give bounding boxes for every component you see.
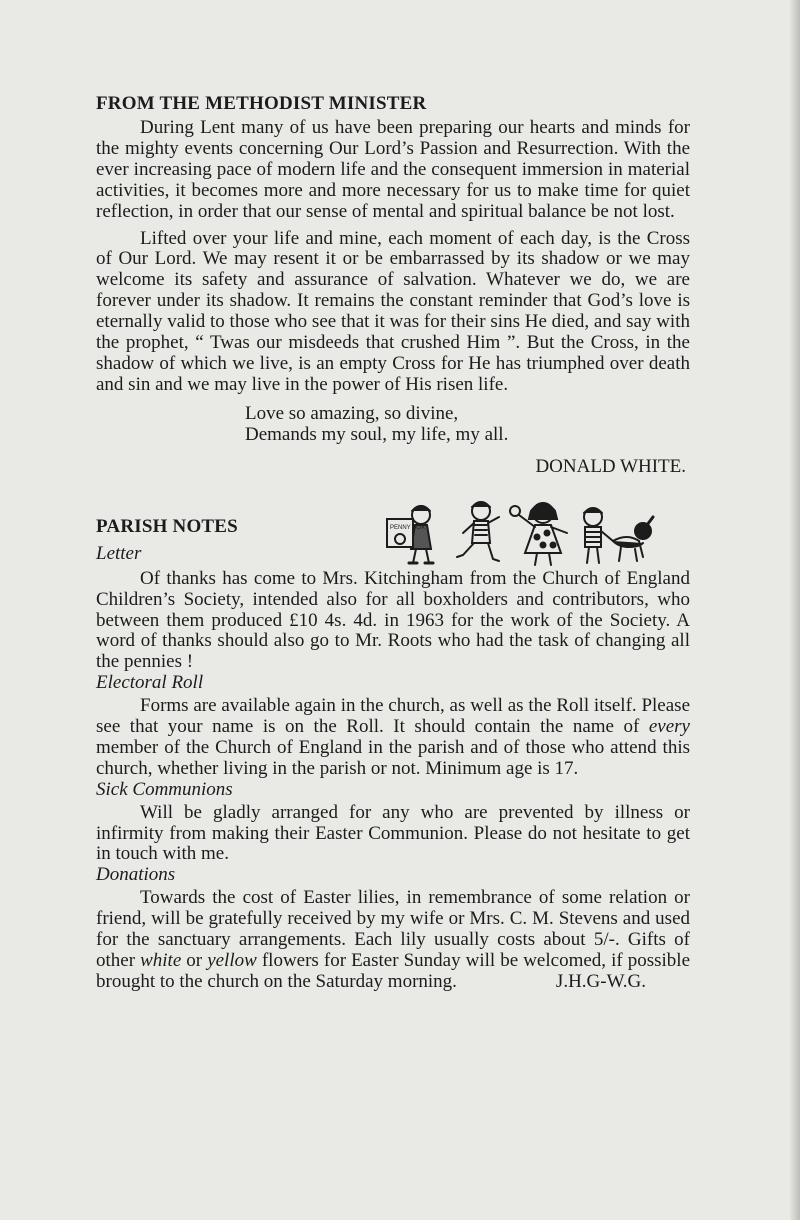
boy-figure <box>584 508 613 563</box>
flower-icon <box>510 506 520 516</box>
donations-block <box>96 888 690 993</box>
letter-subheading: Letter <box>96 542 142 564</box>
sick-communions-subheading: Sick Communions <box>96 778 233 800</box>
dog-figure <box>613 517 653 561</box>
emphasis-yellow: yellow <box>207 950 257 971</box>
electoral-roll-text: Forms are available again in the church, as well as the Roll itself. Please see that your name is on the Roll. It should contain the name of every member of the Church of England in the parish and of those who attend this church, whether living in the parish or not. Minimum age is 17. <box>96 695 690 779</box>
emphasis-every: every <box>648 716 690 738</box>
parish-notes-section <box>96 506 690 993</box>
parish-notes-heading: PARISH NOTES <box>96 515 238 537</box>
hymn-verse <box>245 403 690 446</box>
page-edge <box>790 0 800 1220</box>
donations-text: Towards the cost of Easter lilies, in remembrance of some relation or friend, will be gratefully received by my wife or Mrs. C. M. Stevens and used for the sanctuary arrangements. Each lily usually costs about 5/-. Gifts of other white or yellow flowers for Easter Sunday will be welcomed, if possible brought to the church on the Saturday morning. <box>96 887 691 992</box>
minister-signature: DONALD WHITE. <box>535 455 686 477</box>
methodist-minister-section <box>96 92 690 478</box>
penny-box-label: PENNY BOX <box>390 524 425 531</box>
emphasis-white: white <box>140 950 182 971</box>
donations-subheading: Donations <box>96 864 176 886</box>
running-child-figure <box>457 502 499 561</box>
newsletter-page <box>96 92 690 993</box>
parish-notes-header <box>96 506 690 567</box>
sick-communions-text: Will be gladly arranged for any who are prevented by illness or infirmity from making their Easter Communion. Please do not hesitate to get in touch with me. <box>96 801 690 865</box>
letter-text: Of thanks has come to Mrs. Kitchingham from the Church of England Children’s Society, intended also for all boxholders and contributors, who between them produced £10 4s. 4d. in 1963 for the work of the Society. A word of thanks should also go to Mr. Roots who had the task of changing all the pennies ! <box>96 567 690 673</box>
electoral-roll-subheading: Electoral Roll <box>96 672 204 694</box>
methodist-paragraph-1: During Lent many of us have been preparing our hearts and minds for the mighty events concerning Our Lord’s Passion and Resurrection. With the ever increasing pace of modern life and the consequent immersion in material activities, it becomes more and more necessary for us to make time for quiet reflection, in order that our sense of mental and spiritual balance be not lost. <box>96 117 690 222</box>
verse-line-1: Love so amazing, so divine, <box>245 402 459 424</box>
girl-figure <box>510 503 567 565</box>
methodist-heading: FROM THE METHODIST MINISTER <box>96 93 427 114</box>
vicar-initials: J.H.G-W.G. <box>550 972 646 993</box>
verse-line-2: Demands my soul, my life, my all. <box>245 424 509 446</box>
children-illustration <box>381 497 656 569</box>
methodist-paragraph-2: Lifted over your life and mine, each moment of each day, is the Cross of Our Lord. We may resent it or be embarrassed by its shadow or we may welcome its safety and assurance of salvation. Whatever we do, we are forever under its shadow. It remains the constant reminder that God’s love is eternally valid to those who see that it was for their sins He died, and say with the prophet, “ Twas our misdeeds that crushed Him ”. But the Cross, in the shadow of which we live, is an empty Cross for He has triumphed over death and sin and we may live in the power of His risen life. <box>96 227 690 395</box>
